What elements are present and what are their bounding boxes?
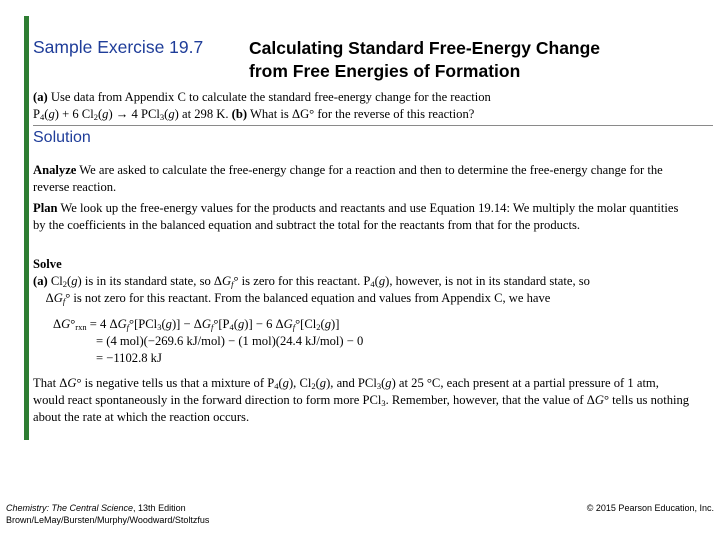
problem-part-b-label: (b) [231, 107, 248, 121]
reaction-equation: $P_4(g) + 6$ $Cl_2(g) \to 4$ PCl$_3$(g) at 298 K. [33, 107, 229, 122]
calculation-line-2: = (4 mol)(−269.6 kJ/mol) − (1 mol)(24.4 kJ/mol) − 0 [96, 334, 364, 348]
solve-part-a-label: (a) [33, 274, 48, 288]
analyze-paragraph [33, 162, 693, 196]
solve-label: Solve [33, 257, 62, 271]
footer-authors: Brown/LeMay/Bursten/Murphy/Woodward/Stoltzfus [6, 515, 210, 525]
plan-label: Plan [33, 201, 58, 215]
problem-part-a-label: (a) [33, 90, 48, 104]
problem-part-a-text: Use data from Appendix C to calculate the standard free-energy change for the reaction [50, 90, 491, 104]
separator-line [33, 125, 713, 126]
solve-text: $Cl_2(g)$ is in its standard state, so $\Delta G_f^\circ$ is zero for this reactant. $P_4(g)$, however, is not in its standard state, so $\Delta G_f^\circ$ is not zero for this reactant. From the balanced equation and values from Appendix C, we have [33, 274, 590, 306]
exercise-label: Sample Exercise 19.7 [33, 37, 204, 57]
footer-citation [6, 502, 209, 526]
solve-paragraph [33, 256, 693, 307]
analyze-text: We are asked to calculate the free-energy change for a reaction and then to determine the free-energy change for the reverse reaction. [33, 163, 663, 194]
exercise-title [249, 37, 600, 83]
footer-edition: , 13th Edition [133, 503, 186, 513]
plan-text: We look up the free-energy values for the products and reactants and use Equation 19.14: We multiply the molar quantities by the coefficients in the balanced equation and subtract the total for the reactants from that for the products. [33, 201, 679, 232]
footer-book-title: Chemistry: The Central Science [6, 503, 134, 513]
exercise-header [33, 37, 708, 87]
footer-copyright: © 2015 Pearson Education, Inc. [586, 503, 714, 513]
plan-paragraph [33, 200, 693, 234]
calculation-line-1: $\Delta G^\circ_{rxn} = 4$ $\Delta G_f^\circ[PCl_3(g)] - \Delta G_f^\circ[P_4(g)] - 6$ $\Delta G_f^\circ[Cl_2(g)]$ [53, 317, 340, 332]
exercise-title-line-1: Calculating Standard Free-Energy Change [249, 38, 601, 58]
solution-heading: Solution [33, 129, 91, 146]
calculation-line-3: = −1102.8 kJ [96, 351, 162, 365]
problem-part-b-text: What is ΔG° for the reverse of this reaction? [250, 107, 475, 121]
accent-bar [24, 16, 29, 440]
conclusion-paragraph: That ΔG° is negative tells us that a mixture of $P_4(g)$, $Cl_2(g)$, and PCl$_3$(g) at 25 °C, each present at a partial pressure of 1 atm, would react spontaneously in the forward direction to form more PCl$_3$. Remember, however, that the value of ΔG° tells us nothing about the rate at which the reaction occurs. [33, 376, 690, 424]
problem-statement [33, 89, 713, 123]
calculation-block [53, 316, 363, 367]
exercise-title-line-2: from Free Energies of Formation [249, 61, 521, 81]
analyze-label: Analyze [33, 163, 77, 177]
